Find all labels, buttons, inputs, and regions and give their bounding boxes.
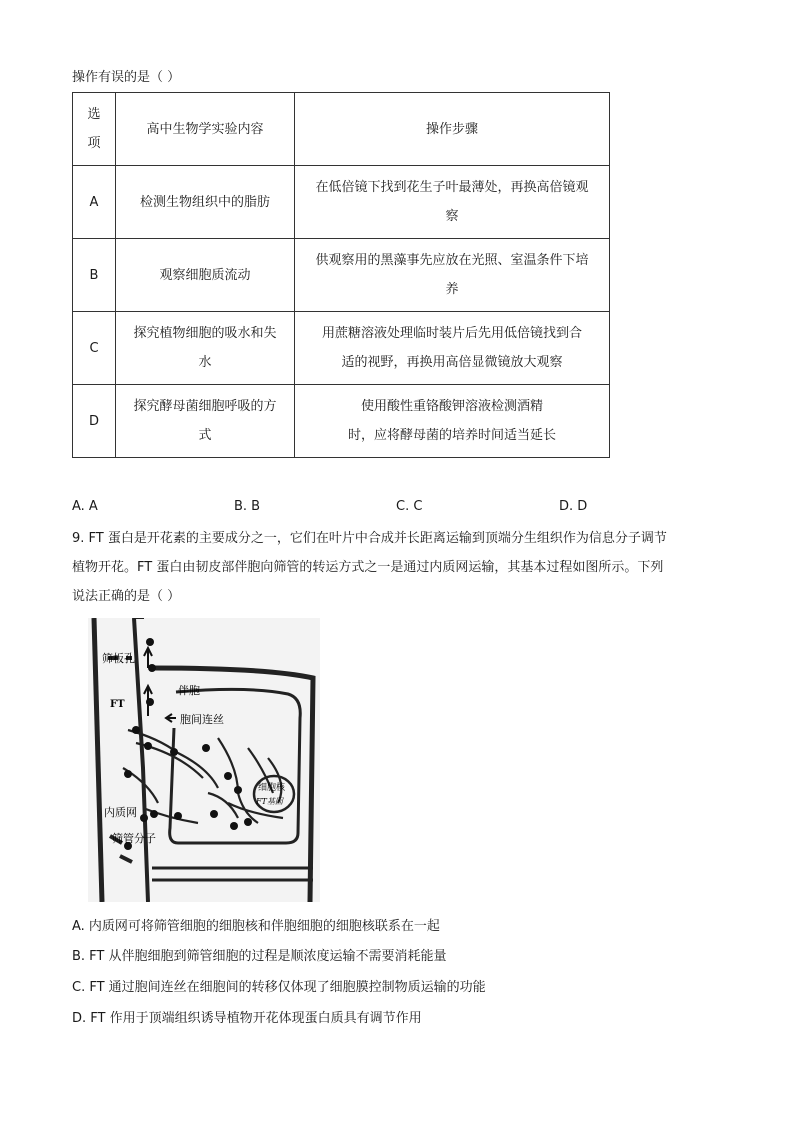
row-content: 检测生物组织中的脂肪	[116, 166, 295, 239]
choice-d[interactable]: D. D	[559, 499, 588, 514]
row-steps: 供观察用的黑藻事先应放在光照、室温条件下培 养	[295, 239, 610, 312]
row-option: A	[73, 166, 116, 239]
choice-b[interactable]: B. B	[234, 499, 261, 514]
label-er: 内质网	[104, 806, 137, 819]
choice-a[interactable]: A. A	[72, 499, 98, 514]
q8-stem-tail: 操作有误的是（ ）	[72, 70, 181, 85]
header-steps: 操作步骤	[295, 93, 610, 166]
label-ft-gene: FT基因	[256, 797, 283, 806]
label-sieve-tube: 筛管分子	[112, 832, 156, 845]
q9-stem-line: 植物开花。FT 蛋白由韧皮部伴胞向筛管的转运方式之一是通过内质网运输，其基本过程如图所示。下列	[72, 560, 664, 575]
table-header-row	[73, 93, 610, 166]
row-steps: 用蔗糖溶液处理临时装片后先用低倍镜找到合 适的视野，再换用高倍显微镜放大观察	[295, 312, 610, 385]
ft-transport-figure	[88, 618, 320, 902]
header-content: 高中生物学实验内容	[116, 93, 295, 166]
row-content: 观察细胞质流动	[116, 239, 295, 312]
q9-option-d[interactable]: D. FT 作用于顶端组织诱导植物开花体现蛋白质具有调节作用	[72, 1011, 422, 1026]
experiment-table	[72, 92, 610, 458]
q9-option-c[interactable]: C. FT 通过胞间连丝在细胞间的转移仅体现了细胞膜控制物质运输的功能	[72, 980, 486, 995]
q9-stem	[72, 524, 722, 611]
q8-choices	[72, 499, 672, 519]
label-companion-cell: 伴胞	[178, 684, 200, 697]
row-option: C	[73, 312, 116, 385]
row-content: 探究植物细胞的吸水和失 水	[116, 312, 295, 385]
choice-c[interactable]: C. C	[396, 499, 423, 514]
q9-stem-line: 9. FT 蛋白是开花素的主要成分之一，它们在叶片中合成并长距离运输到顶端分生组织作为信息分子调节	[72, 531, 667, 546]
q9-stem-line: 说法正确的是（ ）	[72, 589, 181, 604]
table-row	[73, 385, 610, 458]
label-ft: FT	[110, 699, 125, 710]
label-plasmodesmata: 胞间连丝	[180, 713, 224, 726]
label-nucleus: 细胞核	[258, 783, 286, 793]
row-steps: 使用酸性重铬酸钾溶液检测酒精 时，应将酵母菌的培养时间适当延长	[295, 385, 610, 458]
row-content: 探究酵母菌细胞呼吸的方 式	[116, 385, 295, 458]
table-row	[73, 239, 610, 312]
row-option: B	[73, 239, 116, 312]
q9-option-b[interactable]: B. FT 从伴胞细胞到筛管细胞的过程是顺浓度运输不需要消耗能量	[72, 949, 447, 964]
row-option: D	[73, 385, 116, 458]
row-steps: 在低倍镜下找到花生子叶最薄处，再换高倍镜观 察	[295, 166, 610, 239]
header-option: 选 项	[73, 93, 116, 166]
label-sieve-pore: 筛板孔	[102, 652, 135, 665]
q9-option-a[interactable]: A. 内质网可将筛管细胞的细胞核和伴胞细胞的细胞核联系在一起	[72, 919, 440, 934]
table-row	[73, 312, 610, 385]
table-row	[73, 166, 610, 239]
